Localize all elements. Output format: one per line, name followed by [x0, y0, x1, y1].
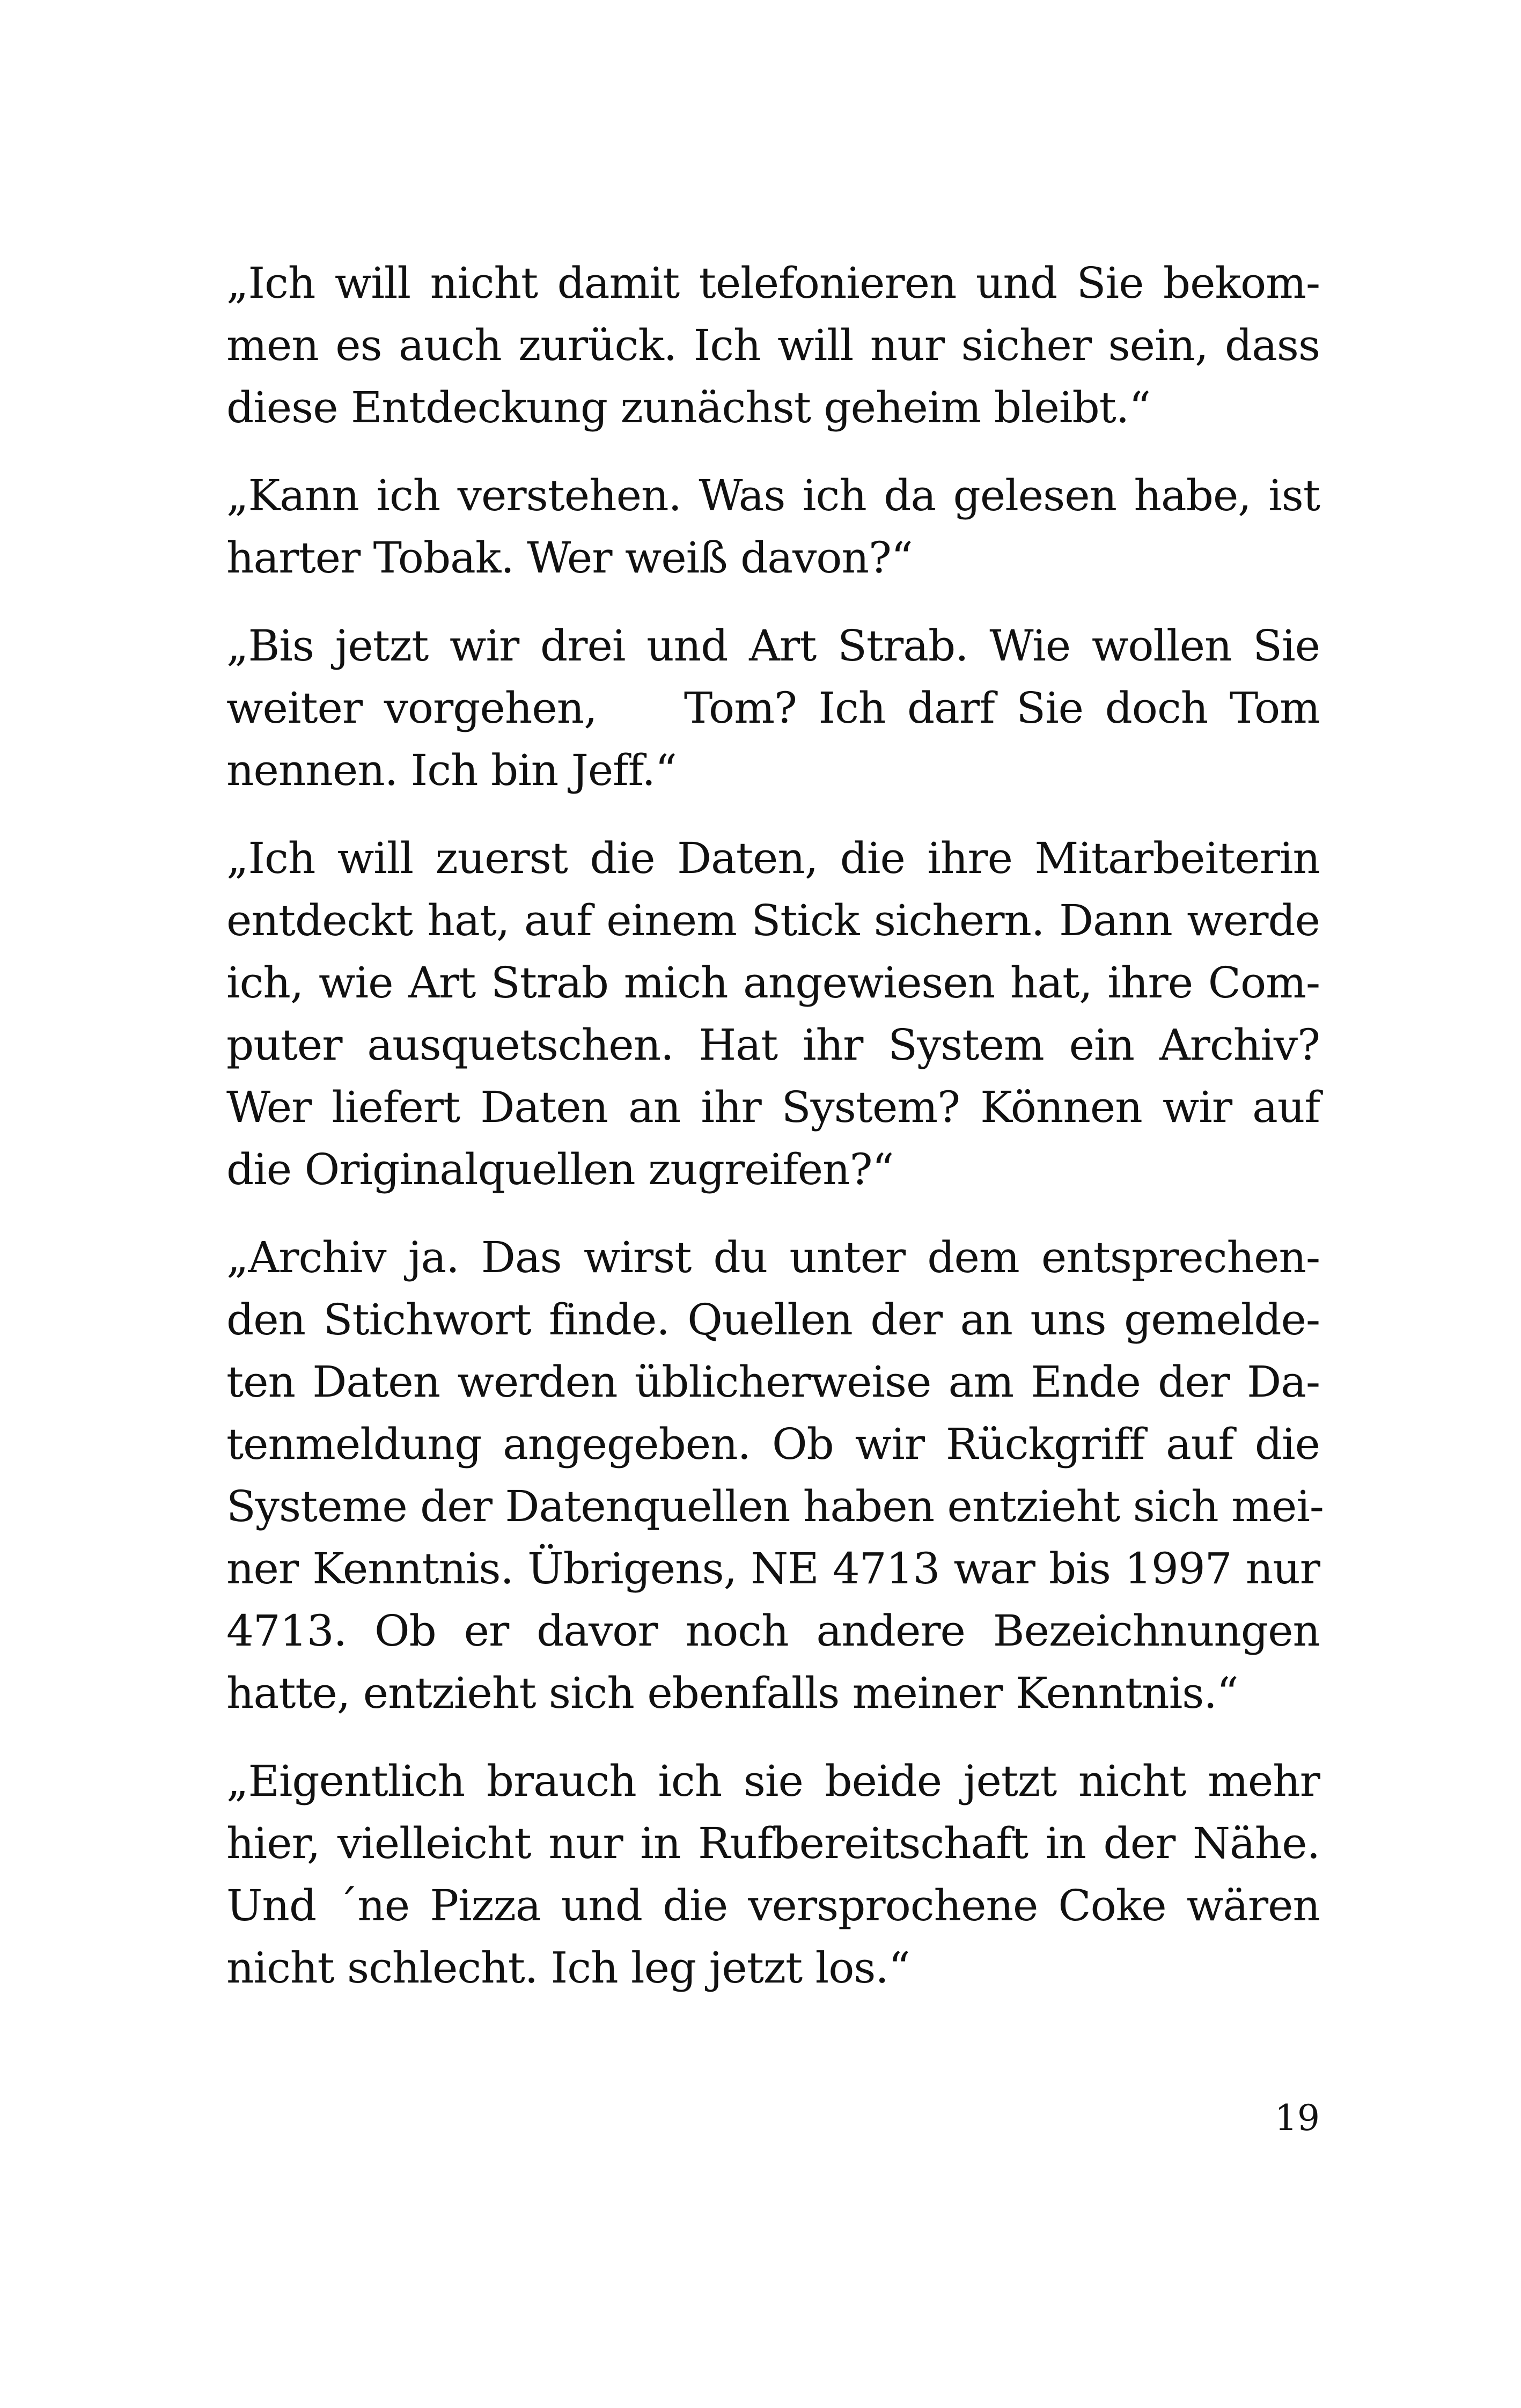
body-text	[226, 252, 1324, 2025]
text-line: hier, vielleicht nur in Rufbereitschaft in der Nähe.	[226, 1818, 1320, 1868]
text-line: „Kann ich verstehen. Was ich da gelesen habe, ist	[226, 471, 1320, 520]
paragraph-1	[226, 252, 1320, 439]
text-line: Wer liefert Daten an ihr System? Können wir auf	[226, 1082, 1320, 1132]
text-line: ner Kenntnis. Übrigens, NE 4713 war bis 1997 nur	[226, 1544, 1320, 1594]
text-line: die Originalquellen zugreifen?“	[226, 1144, 894, 1194]
text-line: men es auch zurück. Ich will nur sicher sein, dass	[226, 320, 1320, 370]
text-line: „Eigentlich brauch ich sie beide jetzt nicht mehr	[226, 1756, 1320, 1806]
text-line: den Stichwort finde. Quellen der an uns gemelde-	[226, 1295, 1320, 1345]
text-line: 4713. Ob er davor noch andere Bezeichnungen	[226, 1606, 1320, 1656]
text-line: puter ausquetschen. Hat ihr System ein Archiv?	[226, 1020, 1320, 1070]
paragraph-3	[226, 615, 1320, 802]
paragraph-5	[226, 1227, 1324, 1724]
paragraph-4	[226, 827, 1320, 1201]
text-line: nennen. Ich bin Jeff.“	[226, 745, 677, 795]
text-line: hatte, entzieht sich ebenfalls meiner Kenntnis.“	[226, 1668, 1238, 1718]
text-line: diese Entdeckung zunächst geheim bleibt.“	[226, 383, 1151, 432]
text-line: harter Tobak. Wer weiß davon?“	[226, 533, 913, 583]
text-line: ten Daten werden üblicherweise am Ende der Da-	[226, 1357, 1320, 1407]
paragraph-6	[226, 1750, 1320, 1999]
text-line: ich, wie Art Strab mich angewiesen hat, ihre Com-	[226, 958, 1320, 1008]
text-line: Und ´ne Pizza und die versprochene Coke wären	[226, 1881, 1320, 1930]
text-line: „Ich will nicht damit telefonieren und Sie bekom-	[226, 258, 1320, 308]
text-line: „Bis jetzt wir drei und Art Strab. Wie wollen Sie	[226, 621, 1320, 671]
text-line: entdeckt hat, auf einem Stick sichern. Dann werde	[226, 895, 1320, 945]
text-line: Systeme der Datenquellen haben entzieht sich mei-	[226, 1481, 1324, 1531]
text-line: tenmeldung angegeben. Ob wir Rückgriff auf die	[226, 1419, 1320, 1469]
paragraph-2	[226, 465, 1320, 589]
text-line: weiter vorgehen, Tom? Ich darf Sie doch Tom	[226, 683, 1320, 733]
page-number: 19	[1275, 2097, 1320, 2139]
text-line: nicht schlecht. Ich leg jetzt los.“	[226, 1943, 910, 1993]
text-line: „Ich will zuerst die Daten, die ihre Mitarbeiterin	[226, 833, 1320, 883]
text-line: „Archiv ja. Das wirst du unter dem entsprechen-	[226, 1232, 1320, 1282]
